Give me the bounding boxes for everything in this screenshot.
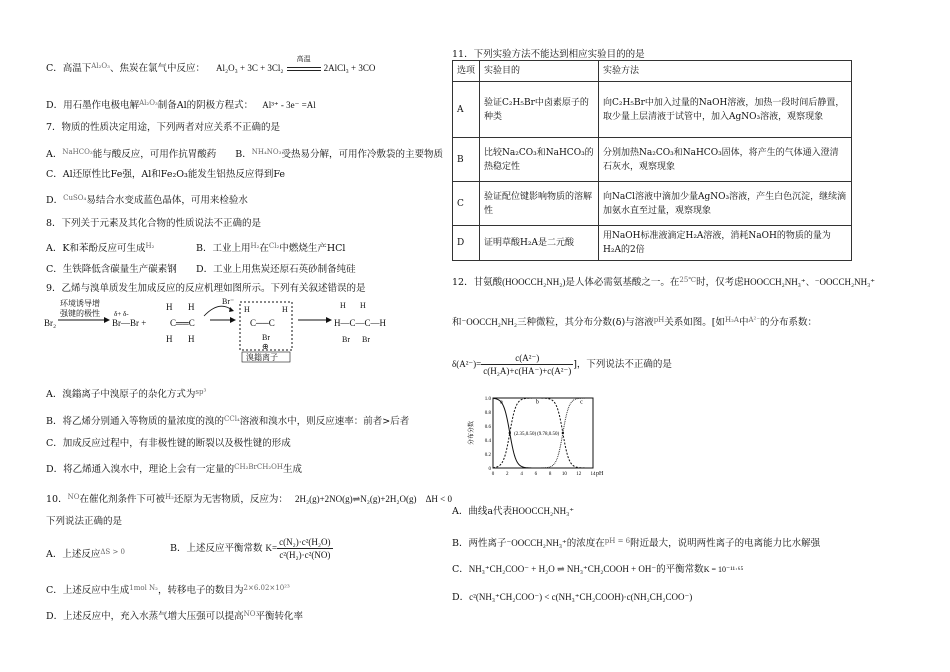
svg-text:Br: Br bbox=[362, 335, 370, 344]
svg-text:H: H bbox=[166, 334, 173, 344]
x-tick-label: 12 bbox=[576, 472, 582, 477]
q9-option-d: D．将乙烯通入溴水中，理论上会有一定量的$^{CH_2BrCH_2OH}$生成 bbox=[46, 463, 303, 475]
table-cell: B bbox=[453, 138, 480, 182]
svg-text:δ+ δ-: δ+ δ- bbox=[114, 310, 129, 318]
x-tick-label: 8 bbox=[548, 472, 552, 477]
svg-text:H—C—C—H: H—C—C—H bbox=[334, 318, 387, 328]
q6-option-d: D．用石墨作电极电解$^{Al_2O_3}$制备Al的阴极方程式： Al³⁺ - 3e⁻ =Al bbox=[46, 99, 316, 111]
table-cell: 证明草酸H₂A是二元酸 bbox=[480, 226, 599, 261]
svg-text:H: H bbox=[188, 302, 195, 312]
table-row bbox=[453, 138, 852, 182]
q12-option-b: B．两性离子⁻OOCCH₂NH₃⁺的浓度在$^{pH = 6}$附近最大，说明两性离子的电离能力比水解强 bbox=[452, 537, 821, 549]
q8-option-a: A．K和苯酚反应可生成$^{H_2}$ bbox=[46, 242, 155, 254]
q7-option-a: A．$^{NaHCO_3}$能与酸反应，可用作抗胃酸药 B．$^{NH_4NO_3}$受热易分解，可用作冷敷袋的主要物质 bbox=[46, 148, 443, 160]
q7-option-d: D．$^{CuSO_4}$易结合水变成蓝色晶体，可用来检验水 bbox=[46, 194, 248, 206]
series-label-b: b bbox=[535, 399, 539, 406]
y-tick-label: 0.8 bbox=[484, 411, 491, 416]
table-row bbox=[453, 82, 852, 138]
q8-option-d: D．工业上用焦炭还原石英砂制备纯硅 bbox=[196, 264, 356, 275]
q10-option-c: C．上述反应中生成$^{1mol N_2}$，转移电子的数目为$^{2\times 6.02\times 10^{23}}$ bbox=[46, 584, 290, 596]
annotation-label: (9.78,0.50) bbox=[537, 432, 560, 437]
table-cell: 比较Na₂CO₃和NaHCO₃的热稳定性 bbox=[480, 138, 599, 182]
q11-stem: 11．下列实验方法不能达到相应实验目的的是 bbox=[452, 49, 645, 60]
series-label-a: a bbox=[500, 399, 503, 406]
table-cell: D bbox=[453, 226, 480, 261]
q12-delta-formula: δ(A²⁻)= $\frac{\text{c(A²⁻)}}{\text{c(H₂A)+c(HA⁻)+c(A²⁻)}}$ ]，下列说法不正确的是 bbox=[452, 353, 672, 376]
annotation-label: (2.35,0.50) bbox=[514, 432, 537, 437]
scheme-condition-2: 强键的极性 bbox=[60, 309, 100, 318]
x-tick-label: 6 bbox=[534, 472, 538, 477]
table-row bbox=[453, 226, 852, 261]
svg-text:H: H bbox=[244, 305, 250, 314]
svg-text:H: H bbox=[282, 305, 288, 314]
annotation-point bbox=[562, 432, 564, 434]
table-cell: 向C₂H₅Br中加入过量的NaOH溶液，加热一段时间后静置，取少量上层清液于试管中，加入AgNO₃溶液，观察现象 bbox=[599, 82, 852, 138]
svg-text:⊕: ⊕ bbox=[262, 342, 269, 351]
table-cell: A bbox=[453, 82, 480, 138]
y-axis-label: 分布分数 bbox=[468, 420, 475, 446]
table-cell: 验证配位键影响物质的溶解性 bbox=[480, 182, 599, 226]
y-tick-label: 0.6 bbox=[484, 425, 491, 430]
table-row bbox=[453, 182, 852, 226]
x-tick-label: 2 bbox=[506, 472, 509, 477]
q12-option-d: D．c²(NH₃⁺CH₂COO⁻) < c(NH₃⁺CH₂COOH)·c(NH₂CH₂COO⁻) bbox=[452, 592, 693, 603]
table-header: 实验目的 bbox=[480, 61, 599, 82]
table-cell: 用NaOH标准液滴定H₂A溶液，消耗NaOH的物质的量为H₂A的2倍 bbox=[599, 226, 852, 261]
distribution-chart bbox=[465, 392, 605, 486]
q9-option-b: B．将乙烯分别通入等物质的量浓度的溴的$^{CCl_4}$溶液和溴水中，则反应速率：前者>后者 bbox=[46, 415, 410, 427]
table-cell: 验证C₂H₅Br中卤素原子的种类 bbox=[480, 82, 599, 138]
q10-substem: 下列说法正确的是 bbox=[46, 516, 123, 527]
x-tick-label: 10 bbox=[561, 472, 567, 477]
svg-text:C──C: C──C bbox=[250, 318, 275, 328]
series-label-c: c bbox=[580, 399, 583, 406]
table-header: 选项 bbox=[453, 61, 480, 82]
q12-option-c: C．NH₃⁺CH₂COO⁻ + H₂O ⇌ NH₃⁺CH₂COOH + OH⁻的平衡常数K = 10⁻¹¹·⁶⁵ bbox=[452, 564, 744, 575]
q8-stem: 8．下列关于元素及其化合物的性质说法不正确的是 bbox=[46, 218, 262, 229]
y-tick-label: 0 bbox=[488, 467, 491, 472]
table-header-row bbox=[453, 61, 852, 82]
svg-text:H: H bbox=[340, 301, 346, 310]
scheme-condition-1: 环境诱导增 bbox=[60, 299, 100, 308]
x-axis-label: pH bbox=[596, 471, 604, 477]
q8-option-c: C．生铁降低含碳量生产碳素钢 bbox=[46, 264, 177, 275]
q10-option-a: A．上述反应$^{\Delta S > 0}$ bbox=[46, 548, 125, 560]
q12-line1: 12．甘氨酸(HOOCCH₂NH₂)是人体必需氨基酸之一。在$^{25℃}$时，仅考虑HOOCCH₂NH₃⁺、⁻OOCCH₂NH₃⁺ bbox=[452, 276, 875, 288]
svg-text:C══C: C══C bbox=[170, 318, 195, 328]
annotation-point bbox=[509, 432, 511, 434]
x-tick-label: 0 bbox=[491, 472, 495, 477]
svg-text:H: H bbox=[188, 334, 195, 344]
y-tick-label: 0.2 bbox=[484, 453, 491, 458]
bromination-mechanism-scheme bbox=[44, 296, 387, 362]
svg-text:Br: Br bbox=[342, 335, 350, 344]
q7-stem: 7．物质的性质决定用途，下列两者对应关系不正确的是 bbox=[46, 122, 281, 133]
q12-line2: 和⁻OOCCH₂NH₂三种微粒，其分布分数(δ)与溶液$^{pH}$关系如图。[如$^{H_2A}$中$^{A^{2-}}$的分布系数： bbox=[452, 316, 818, 328]
q12-option-a: A．曲线a代表HOOCCH₂NH₃⁺ bbox=[452, 506, 575, 517]
svg-text:Br⁻: Br⁻ bbox=[222, 297, 235, 306]
q9-stem: 9．乙烯与溴单质发生加成反应的反应机理如图所示。下列有关叙述错误的是 bbox=[46, 283, 366, 294]
q11-table bbox=[452, 60, 852, 261]
scheme-br2-label: Br₂ bbox=[44, 318, 57, 328]
q9-option-a: A．溴鎓离子中溴原子的杂化方式为$^{sp^3}$ bbox=[46, 388, 207, 400]
x-tick-label: 4 bbox=[520, 472, 523, 477]
q10-option-d: D．上述反应中，充入水蒸气增大压强可以提高$^{NO}$平衡转化率 bbox=[46, 610, 304, 622]
q9-option-c: C．加成反应过程中，有非极性键的断裂以及极性键的形成 bbox=[46, 438, 291, 449]
q7-option-c: C．Al还原性比Fe强，Al和Fe₂O₃能发生铝热反应得到Fe bbox=[46, 169, 286, 180]
table-header: 实验方法 bbox=[599, 61, 852, 82]
q8-option-b: B．工业上用$^{H_2}$在$^{Cl_2}$中燃烧生产HCl bbox=[196, 242, 346, 254]
svg-text:H: H bbox=[360, 301, 366, 310]
svg-text:Br: Br bbox=[262, 333, 270, 342]
bromonium-label: 溴鎓离子 bbox=[246, 353, 278, 362]
table-cell: C bbox=[453, 182, 480, 226]
svg-text:Br—Br +: Br—Br + bbox=[112, 318, 147, 328]
table-cell: 向NaCl溶液中滴加少量AgNO₃溶液，产生白色沉淀，继续滴加氨水直至过量，观察现象 bbox=[599, 182, 852, 226]
q10-stem: 10．$^{NO}$在催化剂条件下可被$^{H_2}$还原为无害物质，反应为： 2H₂(g)+2NO(g)⇌N₂(g)+2H₂O(g) ΔH < 0 bbox=[46, 493, 452, 505]
table-cell: 分别加热Na₂CO₃和NaHCO₃固体，将产生的气体通入澄清石灰水，观察现象 bbox=[599, 138, 852, 182]
y-tick-label: 1.0 bbox=[484, 397, 491, 402]
q10-option-b: B．上述反应平衡常数 K= $\frac{\text{c(N₂)·c²(H₂O)}}{\text{c²(H₂)·c²(NO)}}$ bbox=[170, 537, 331, 560]
y-tick-label: 0.4 bbox=[484, 439, 491, 444]
svg-text:H: H bbox=[166, 302, 173, 312]
x-tick-label: 14 bbox=[590, 472, 596, 477]
q6-option-c: C．高温下$^{Al_2O_3}$、焦炭在氯气中反应： Al₂O₃ + 3C + 3Cl₂ 高温 2AlCl₃ + 3CO bbox=[46, 55, 376, 74]
